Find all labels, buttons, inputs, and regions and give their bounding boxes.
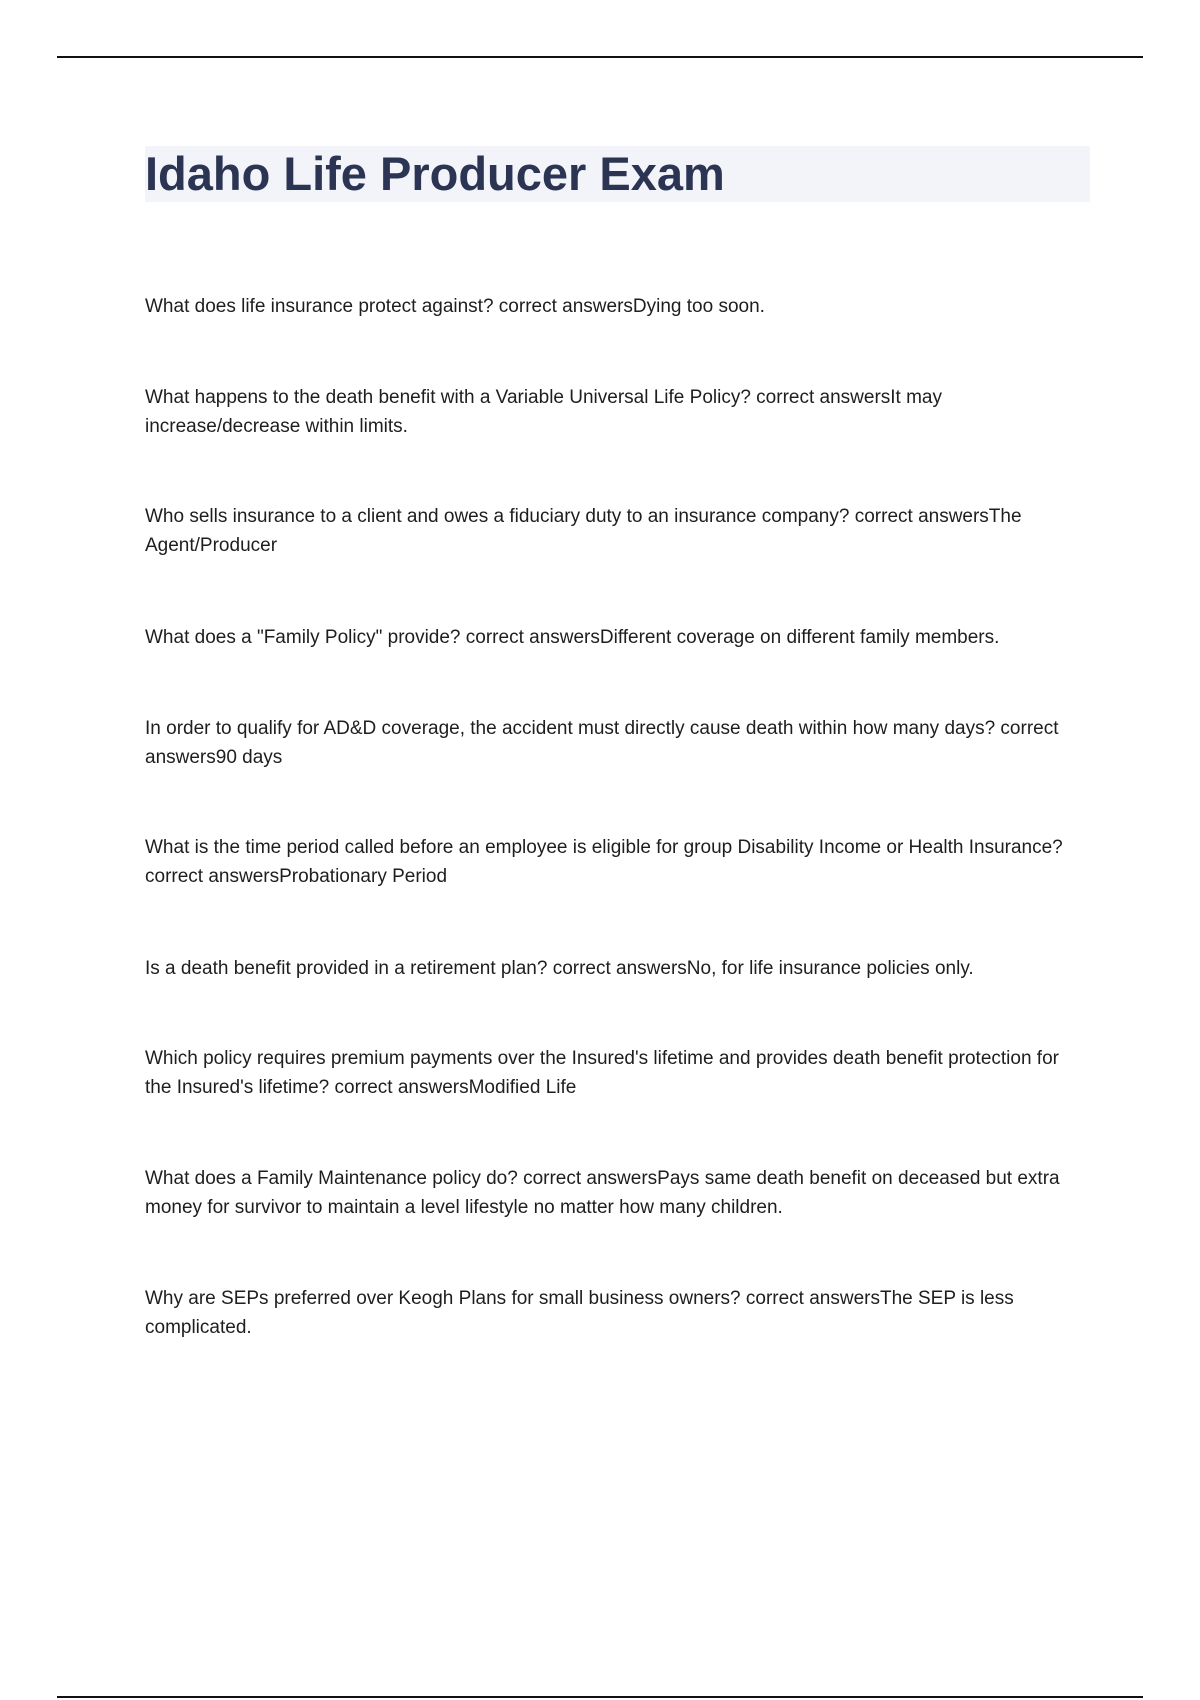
qa-item-4: What does a "Family Policy" provide? correct answersDifferent coverage on different family members. bbox=[145, 627, 1000, 648]
qa-item-6: What is the time period called before an employee is eligible for group Disability Income or Health Insurance? correct answersProbationary Period bbox=[145, 837, 1063, 887]
qa-item-2: What happens to the death benefit with a Variable Universal Life Policy? correct answersIt may increase/decrease within limits. bbox=[145, 387, 942, 437]
qa-item-10: Why are SEPs preferred over Keogh Plans for small business owners? correct answersThe SEP is less complicated. bbox=[145, 1288, 1014, 1338]
qa-item-7: Is a death benefit provided in a retirement plan? correct answersNo, for life insurance policies only. bbox=[145, 958, 974, 979]
qa-item-8: Which policy requires premium payments over the Insured's lifetime and provides death benefit protection for the Insured's lifetime? correct answersModified Life bbox=[145, 1048, 1059, 1098]
qa-item-9: What does a Family Maintenance policy do? correct answersPays same death benefit on deceased but extra money for survivor to maintain a level lifestyle no matter how many children. bbox=[145, 1168, 1060, 1218]
qa-item-3: Who sells insurance to a client and owes a fiduciary duty to an insurance company? correct answersThe Agent/Producer bbox=[145, 506, 1022, 556]
page-title: Idaho Life Producer Exam bbox=[145, 147, 725, 200]
top-rule bbox=[57, 56, 1143, 58]
bottom-rule bbox=[57, 1696, 1143, 1698]
qa-item-5: In order to qualify for AD&D coverage, the accident must directly cause death within how many days? correct answers90 days bbox=[145, 718, 1059, 768]
qa-item-1: What does life insurance protect against? correct answersDying too soon. bbox=[145, 296, 765, 317]
